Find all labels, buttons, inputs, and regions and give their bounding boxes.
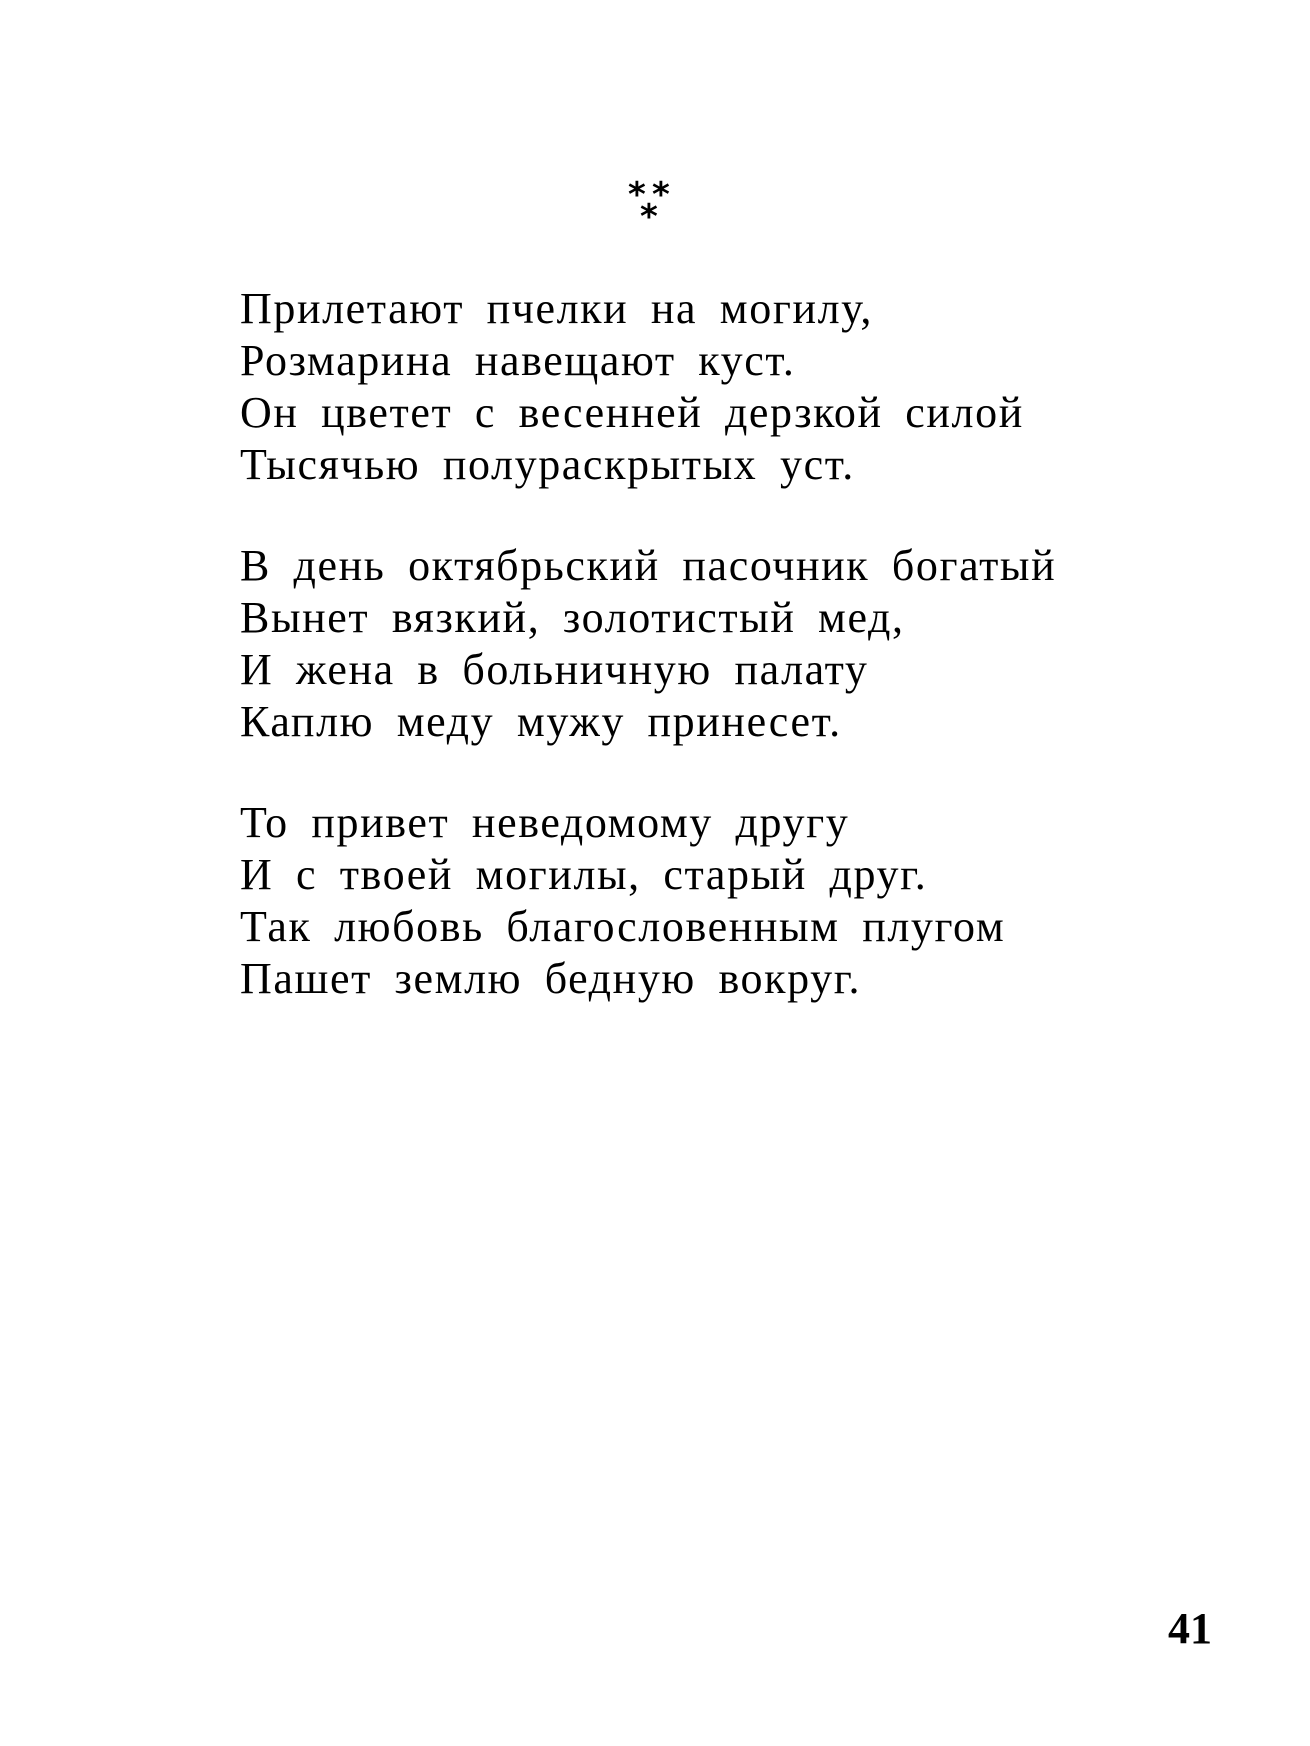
stanza-2 [240, 540, 1240, 748]
poem-line: Так любовь благословенным плугом [240, 902, 1006, 951]
asterisk-left: * [628, 175, 646, 215]
page-number: 41 [1168, 1604, 1212, 1653]
asterisk-right: * [652, 175, 670, 215]
stanza-1 [240, 283, 1240, 491]
poem-line: Каплю меду мужу принесет. [240, 697, 842, 746]
poem-line: Он цветет с весенней дерзкой силой [240, 388, 1024, 437]
poem-line: То привет неведомому другу [240, 798, 850, 847]
poem-line: И с твоей могилы, старый друг. [240, 850, 928, 899]
poem-line: Розмарина навещают куст. [240, 336, 796, 385]
poem-line: И жена в больничную палату [240, 645, 869, 694]
poem-line: В день октябрьский пасочник богатый [240, 541, 1057, 590]
stanza-3 [240, 797, 1240, 1005]
poem-line: Пашет землю бедную вокруг. [240, 954, 862, 1003]
asterisk-bottom: * [640, 197, 658, 237]
poem-body [240, 283, 1240, 1054]
asterism-ornament [620, 175, 690, 238]
poem-line: Вынет вязкий, золотистый мед, [240, 593, 905, 642]
poem-line: Прилетают пчелки на могилу, [240, 284, 873, 333]
poem-line: Тысячью полураскрытых уст. [240, 440, 855, 489]
